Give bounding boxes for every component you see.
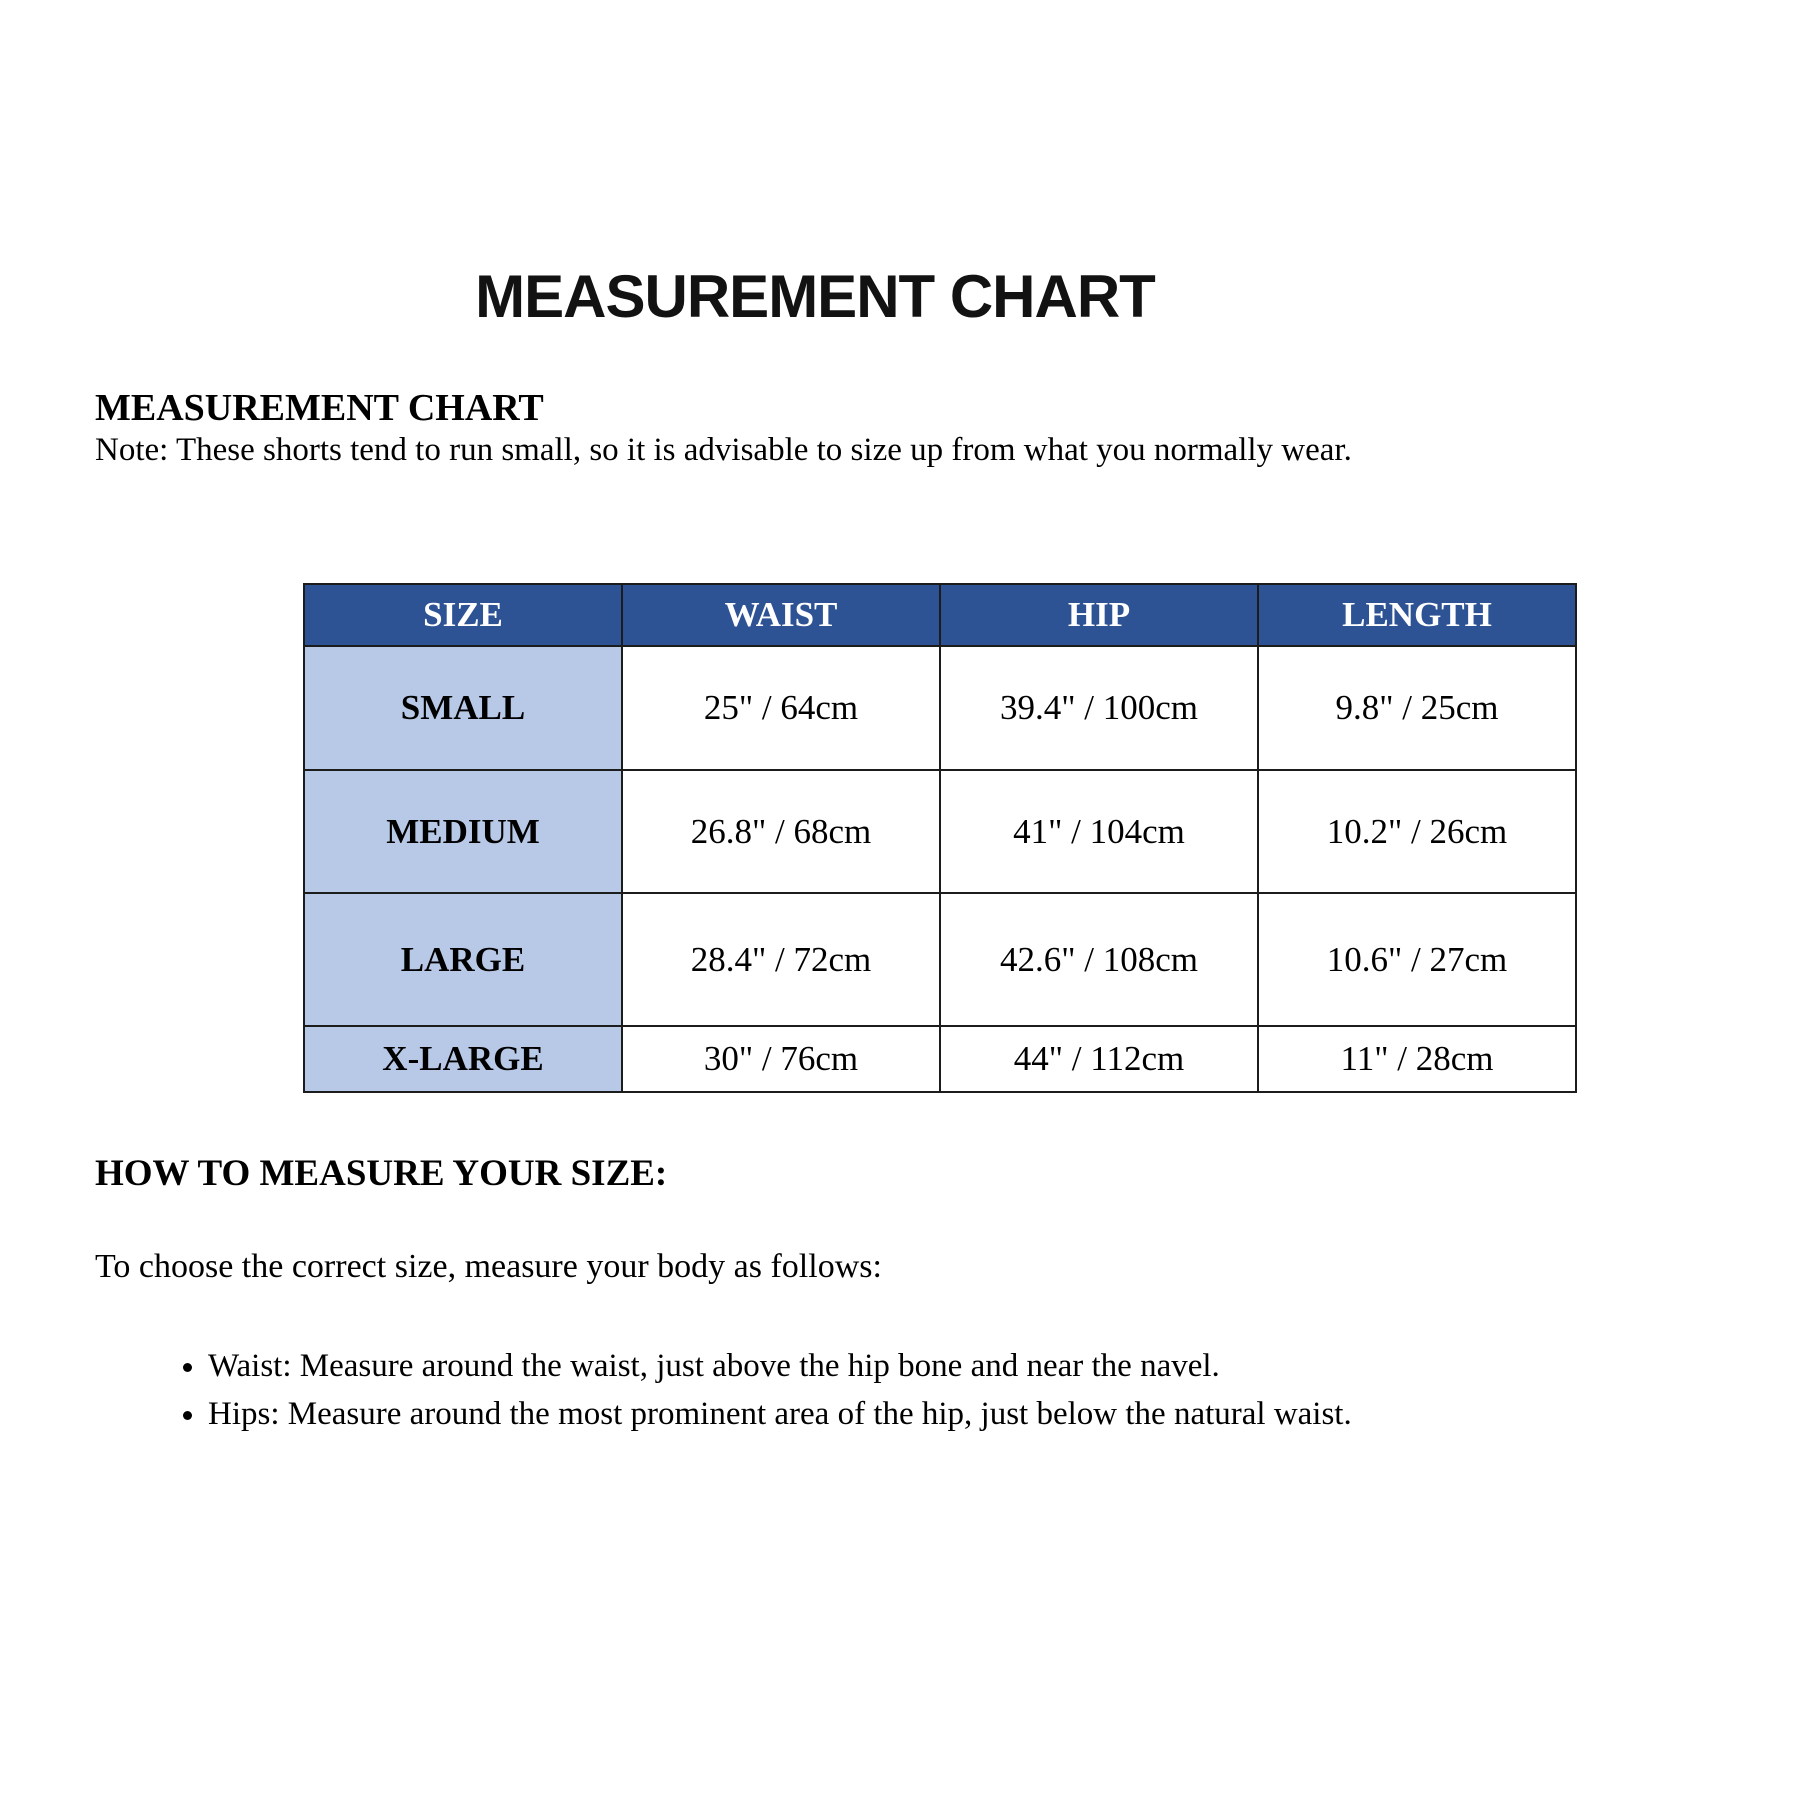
- column-header-size: SIZE: [304, 584, 622, 646]
- size-label-cell: LARGE: [304, 893, 622, 1026]
- length-value-cell: 10.6" / 27cm: [1258, 893, 1576, 1026]
- measure-instructions-list: [168, 1348, 1658, 1444]
- page-title: MEASUREMENT CHART: [475, 263, 1155, 330]
- list-item-waist: • Waist: Measure around the waist, just above the hip bone and near the navel.: [208, 1348, 1658, 1384]
- hip-value-cell: 44" / 112cm: [940, 1026, 1258, 1092]
- table-header-row: [304, 584, 1576, 646]
- sizing-note: Note: These shorts tend to run small, so it is advisable to size up from what you normally wear.: [95, 432, 1352, 468]
- table-row-medium: [304, 770, 1576, 893]
- how-to-measure-intro: To choose the correct size, measure your body as follows:: [95, 1248, 882, 1285]
- size-label-cell: SMALL: [304, 646, 622, 770]
- hip-value-cell: 42.6" / 108cm: [940, 893, 1258, 1026]
- size-label-cell: X-LARGE: [304, 1026, 622, 1092]
- table-row-small: [304, 646, 1576, 770]
- hip-value-cell: 41" / 104cm: [940, 770, 1258, 893]
- length-value-cell: 10.2" / 26cm: [1258, 770, 1576, 893]
- table-row-xlarge: [304, 1026, 1576, 1092]
- hip-value-cell: 39.4" / 100cm: [940, 646, 1258, 770]
- waist-value-cell: 30" / 76cm: [622, 1026, 940, 1092]
- waist-value-cell: 28.4" / 72cm: [622, 893, 940, 1026]
- list-item-hips: • Hips: Measure around the most prominent area of the hip, just below the natural waist.: [208, 1396, 1658, 1432]
- column-header-hip: HIP: [940, 584, 1258, 646]
- column-header-waist: WAIST: [622, 584, 940, 646]
- waist-value-cell: 26.8" / 68cm: [622, 770, 940, 893]
- waist-value-cell: 25" / 64cm: [622, 646, 940, 770]
- table-row-large: [304, 893, 1576, 1026]
- length-value-cell: 9.8" / 25cm: [1258, 646, 1576, 770]
- length-value-cell: 11" / 28cm: [1258, 1026, 1576, 1092]
- section-title: MEASUREMENT CHART: [95, 387, 544, 429]
- size-label-cell: MEDIUM: [304, 770, 622, 893]
- column-header-length: LENGTH: [1258, 584, 1576, 646]
- how-to-measure-title: HOW TO MEASURE YOUR SIZE:: [95, 1153, 668, 1194]
- measurement-table: [303, 583, 1577, 1093]
